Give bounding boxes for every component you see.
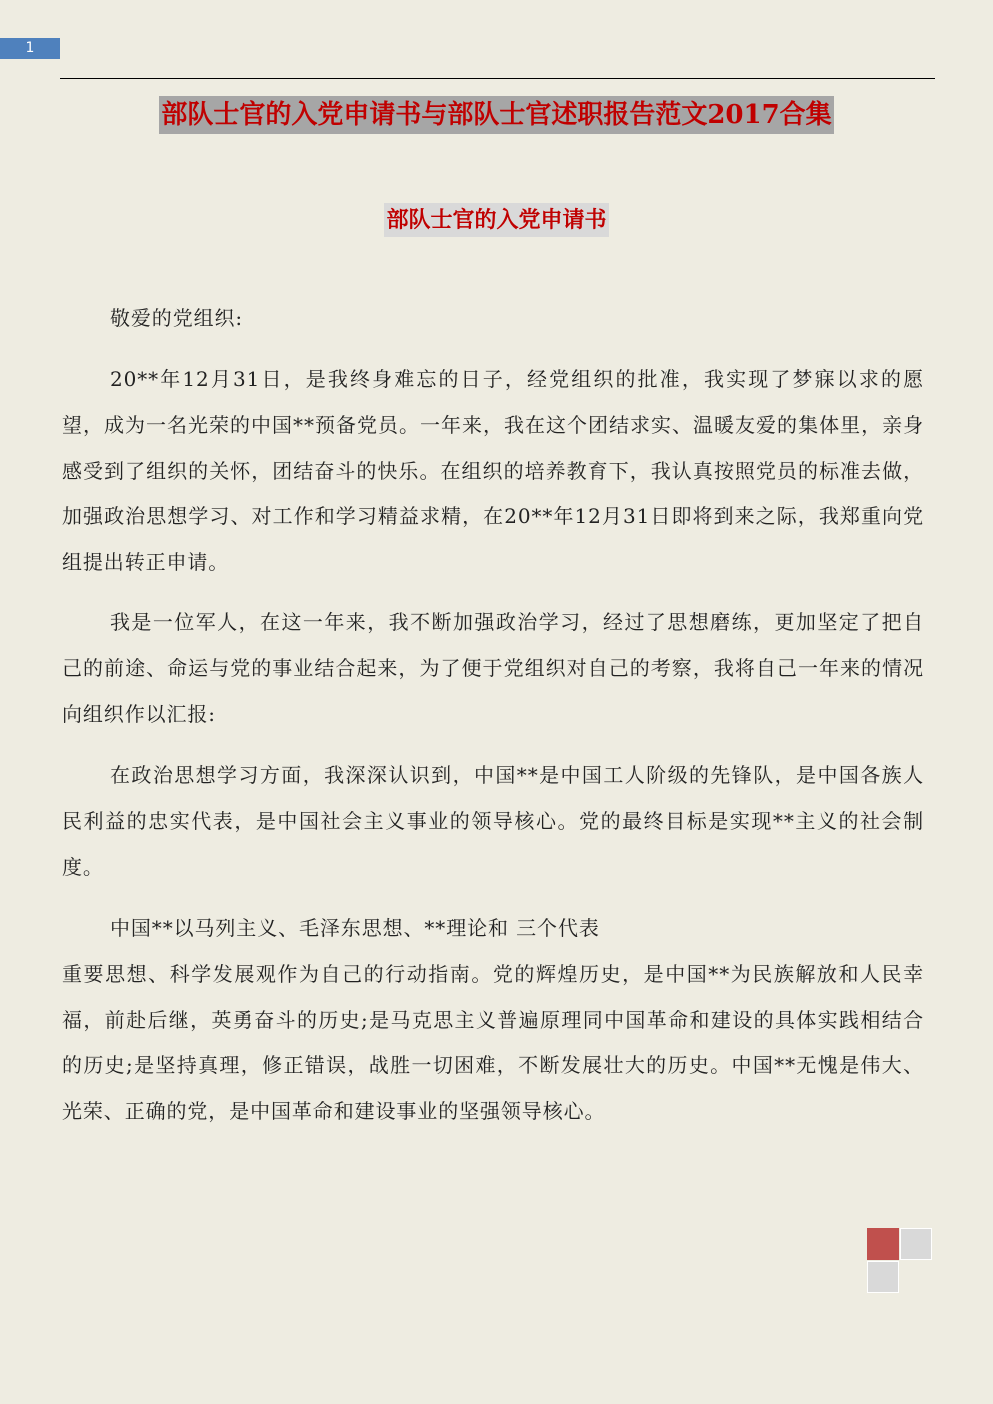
paragraph-4-rest: 重要思想、科学发展观作为自己的行动指南。党的辉煌历史，是中国**为民族解放和人民幸福，前赴后继，英勇奋斗的历史;是马克思主义普遍原理同中国革命和建设的具体实践相结合的历史;是坚持真理，修正错误，战胜一切困难，不断发展壮大的历史。中国**无愧是伟大、光荣、正确的党，是中国革命和建设事业的坚强领导核心。 bbox=[62, 961, 924, 1124]
paragraph-4 bbox=[62, 906, 924, 1135]
main-title-container bbox=[0, 96, 993, 134]
decorative-square-red bbox=[867, 1228, 899, 1260]
page-number-badge: 1 bbox=[0, 38, 60, 59]
sub-title-container bbox=[0, 203, 993, 237]
decorative-square-gray bbox=[867, 1261, 899, 1293]
salutation: 敬爱的党组织: bbox=[110, 306, 244, 330]
paragraph-3 bbox=[62, 753, 924, 890]
header-divider bbox=[60, 78, 935, 79]
paragraph-text: 在政治思想学习方面，我深深认识到，中国**是中国工人阶级的先锋队，是中国各族人民利益的忠实代表，是中国社会主义事业的领导核心。党的最终目标是实现**主义的社会制度。 bbox=[62, 763, 924, 879]
paragraph-1 bbox=[62, 357, 924, 586]
paragraph-text: 20**年12月31日，是我终身难忘的日子，经党组织的批准，我实现了梦寐以求的愿望，成为一名光荣的中国**预备党员。一年来，我在这个团结求实、温暖友爱的集体里，亲身感受到了组织的关怀，团结奋斗的快乐。在组织的培养教育下，我认真按照党员的标准去做，加强政治思想学习、对工作和学习精益求精，在20**年12月31日即将到来之际，我郑重向党组提出转正申请。 bbox=[62, 367, 924, 575]
paragraph-text: 我是一位军人，在这一年来，我不断加强政治学习，经过了思想磨练，更加坚定了把自己的前途、命运与党的事业结合起来，为了便于党组织对自己的考察，我将自己一年来的情况向组织作以汇报: bbox=[62, 610, 924, 726]
decorative-square-gray bbox=[900, 1228, 932, 1260]
paragraph-2 bbox=[62, 600, 924, 737]
paragraph-4-lead: 中国**以马列主义、毛泽东思想、**理论和 三个代表 bbox=[110, 916, 600, 940]
main-title: 部队士官的入党申请书与部队士官述职报告范文2017合集 bbox=[159, 96, 833, 134]
section-title: 部队士官的入党申请书 bbox=[384, 203, 608, 237]
